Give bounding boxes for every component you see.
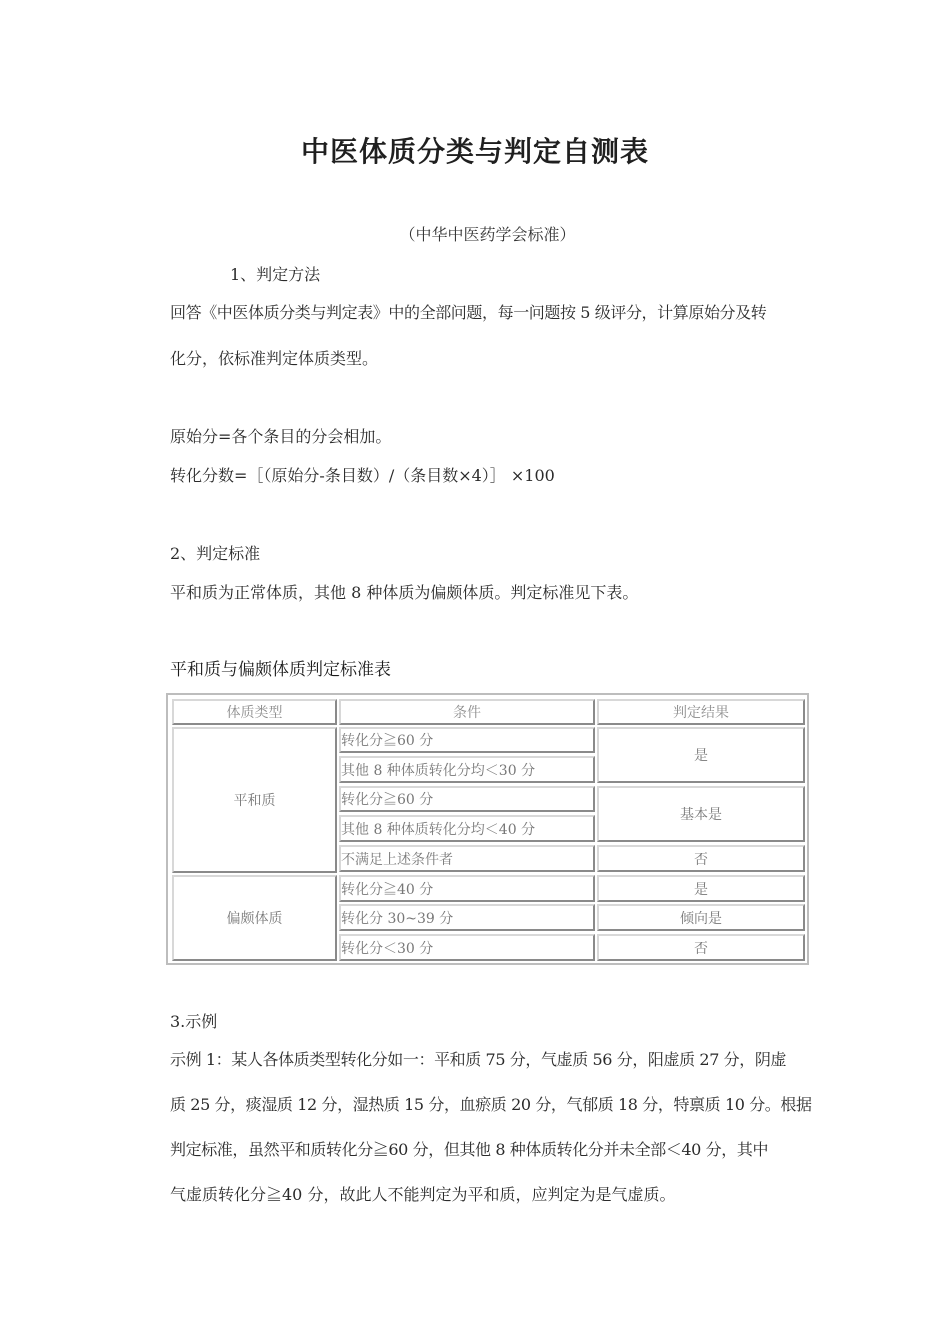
result-pianpo-tendency: 倾向是 — [597, 904, 805, 931]
condition-row-1: 转化分≧60 分 — [339, 727, 595, 753]
section3-heading: 3.示例 — [170, 1012, 218, 1031]
page-title: 中医体质分类与判定自测表 — [300, 135, 649, 168]
example-line-4: 气虚质转化分≧40 分，故此人不能判定为平和质，应判定为是气虚质。 — [170, 1185, 676, 1204]
result-pianpo-no: 否 — [597, 934, 805, 961]
criteria-table — [166, 693, 809, 965]
condition-row-6: 转化分≧40 分 — [339, 875, 595, 902]
example-line-3: 判定标准，虽然平和质转化分≧60 分，但其他 8 种体质转化分并未全部＜40 分，其中 — [170, 1140, 769, 1159]
condition-row-7: 转化分 30~39 分 — [339, 904, 595, 931]
section2-heading: 2、判定标准 — [170, 544, 261, 563]
type-pianpo: 偏颇体质 — [172, 875, 337, 961]
table-title: 平和质与偏颇体质判定标准表 — [170, 660, 391, 680]
result-no: 否 — [597, 845, 805, 872]
example-line-2: 质 25 分，痰湿质 12 分，湿热质 15 分，血瘀质 20 分，气郁质 18 分，特禀质 10 分。根据 — [170, 1095, 812, 1114]
header-result: 判定结果 — [597, 699, 805, 725]
condition-row-8: 转化分＜30 分 — [339, 934, 595, 961]
header-type: 体质类型 — [172, 699, 337, 725]
type-pinghe: 平和质 — [172, 727, 337, 873]
header-condition: 条件 — [339, 699, 595, 725]
example-line-1: 示例 1：某人各体质类型转化分如一：平和质 75 分，气虚质 56 分，阳虚质 27 分，阴虚 — [170, 1050, 787, 1069]
result-yes: 是 — [597, 727, 805, 783]
result-basically-yes: 基本是 — [597, 786, 805, 842]
section1-paragraph-line2: 化分，依标准判定体质类型。 — [170, 349, 379, 368]
section2-paragraph: 平和质为正常体质，其他 8 种体质为偏颇体质。判定标准见下表。 — [170, 583, 639, 602]
condition-row-2: 其他 8 种体质转化分均＜30 分 — [339, 756, 595, 783]
result-pianpo-yes: 是 — [597, 875, 805, 902]
subtitle: （中华中医药学会标准） — [399, 225, 576, 244]
formula-raw-score: 原始分=各个条目的分会相加。 — [170, 427, 392, 446]
formula-converted-score: 转化分数=［（原始分-条目数）/（条目数×4）］ ×100 — [170, 466, 555, 485]
condition-row-4: 其他 8 种体质转化分均＜40 分 — [339, 815, 595, 842]
section1-paragraph-line1: 回答《中医体质分类与判定表》中的全部问题，每一问题按 5 级评分，计算原始分及转 — [170, 303, 767, 322]
condition-row-5: 不满足上述条件者 — [339, 845, 595, 872]
condition-row-3: 转化分≧60 分 — [339, 786, 595, 812]
section1-heading: 1、判定方法 — [230, 265, 321, 284]
